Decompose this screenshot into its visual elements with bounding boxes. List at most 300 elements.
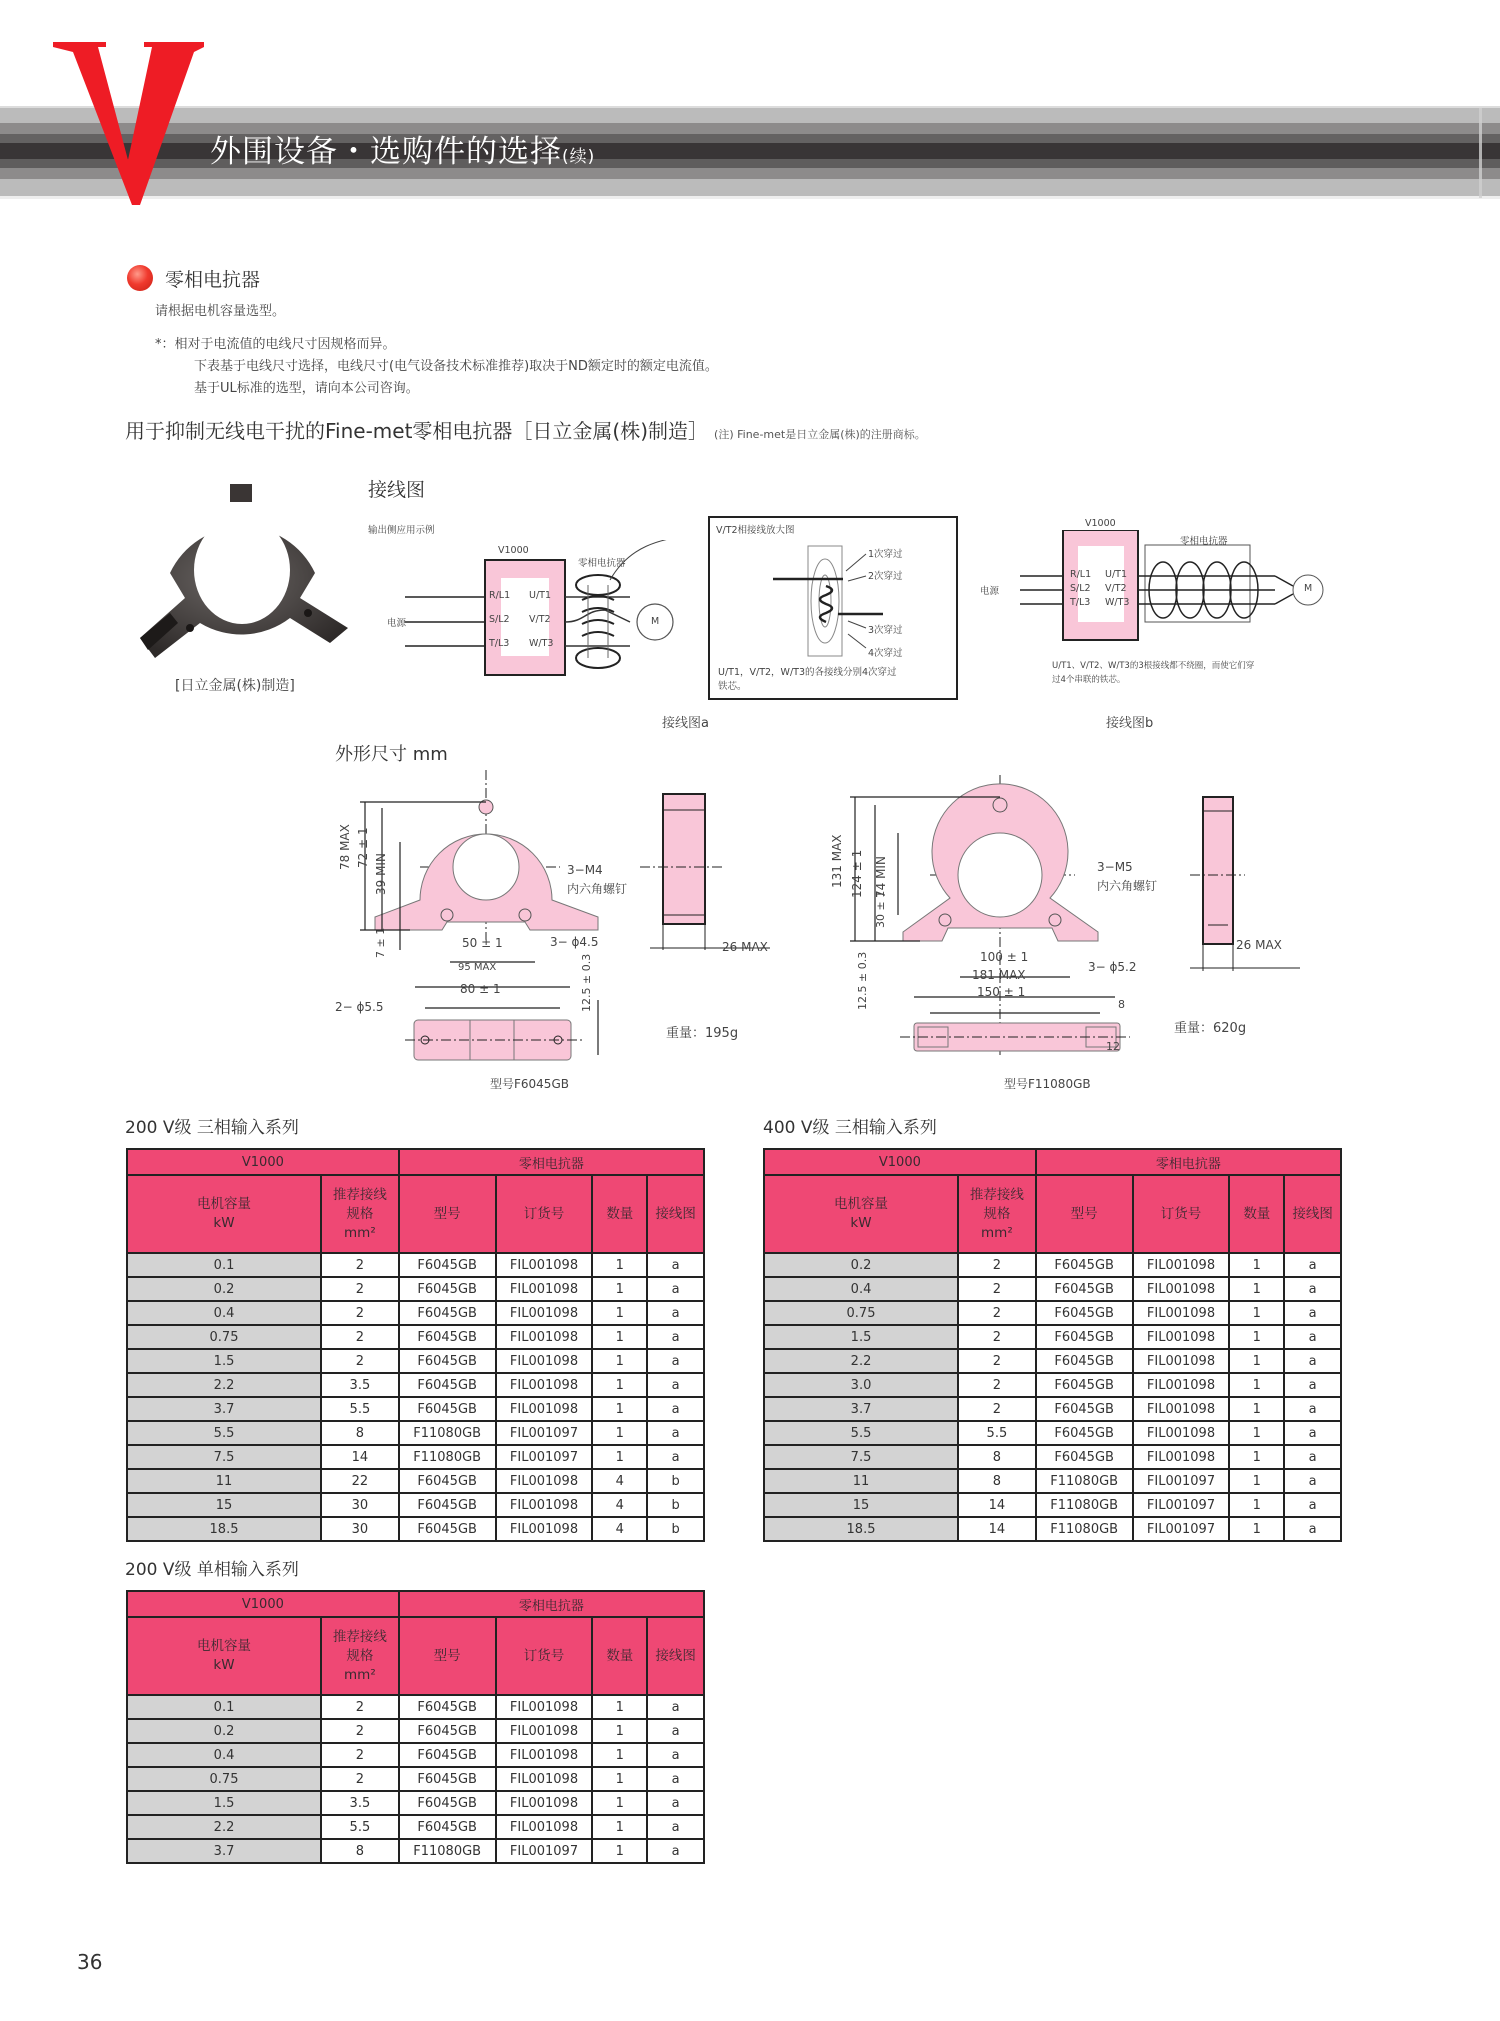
terminal-label: V/T2 (529, 614, 551, 625)
diagram-cell: a (1284, 1277, 1341, 1301)
table-row (764, 1373, 1341, 1397)
qty-cell: 1 (1229, 1469, 1284, 1493)
diagram-cell: a (1284, 1373, 1341, 1397)
dim-label: 50 ± 1 (462, 936, 503, 950)
diagram-cell: a (647, 1253, 704, 1277)
wire-size-cell: 2 (958, 1253, 1036, 1277)
table-row (764, 1397, 1341, 1421)
diagram-cell: a (1284, 1349, 1341, 1373)
pass-label: 2次穿过 (868, 571, 903, 582)
dim-label: 80 ± 1 (460, 982, 501, 996)
dim-label: 95 MAX (458, 962, 497, 973)
dim-label: 12 (1106, 1040, 1120, 1053)
dim-label: 2− ϕ5.5 (335, 1000, 384, 1014)
section-bullet-icon (127, 265, 153, 291)
spec-table-200v-3ph (126, 1148, 705, 1542)
terminal-label: U/T1 (529, 590, 552, 601)
model-cell: F6045GB (399, 1767, 496, 1791)
dim-label: 150 ± 1 (977, 985, 1026, 999)
zoom-note: 铁芯。 (718, 681, 747, 692)
header-band (0, 179, 1500, 196)
qty-cell: 1 (1229, 1277, 1284, 1301)
col-header-wire-size: 推荐接线 规格 mm² (958, 1175, 1036, 1253)
wiring-diagram-b (995, 530, 1335, 650)
table-row (127, 1791, 704, 1815)
diagram-cell: b (647, 1517, 704, 1541)
qty-cell: 1 (592, 1301, 647, 1325)
qty-cell: 1 (592, 1253, 647, 1277)
table-caption: 400 V级 三相输入系列 (763, 1118, 937, 1138)
wire-size-cell: 14 (958, 1517, 1036, 1541)
order-no-cell: FIL001098 (1133, 1397, 1230, 1421)
wire-size-cell: 22 (321, 1469, 399, 1493)
model-cell: F11080GB (1036, 1517, 1133, 1541)
qty-cell: 1 (1229, 1493, 1284, 1517)
dim-label: 100 ± 1 (980, 950, 1029, 964)
motor-capacity-cell: 0.4 (127, 1301, 321, 1325)
terminal-label: R/L1 (489, 590, 511, 601)
terminal-label: S/L2 (1070, 583, 1091, 594)
dim-label: 内六角螺钉 (1097, 879, 1158, 893)
table-row (764, 1253, 1341, 1277)
dim-label: 3−M4 (567, 863, 603, 877)
model-cell: F11080GB (1036, 1493, 1133, 1517)
order-no-cell: FIL001097 (496, 1445, 593, 1469)
qty-cell: 1 (1229, 1421, 1284, 1445)
model-cell: F6045GB (1036, 1325, 1133, 1349)
note-line: *：相对于电流值的电线尺寸因规格而异。 (155, 337, 396, 352)
table-row (127, 1743, 704, 1767)
order-no-cell: FIL001097 (496, 1421, 593, 1445)
model-cell: F11080GB (399, 1839, 496, 1863)
motor-capacity-cell: 5.5 (764, 1421, 958, 1445)
order-no-cell: FIL001098 (496, 1277, 593, 1301)
group-header-reactor: 零相电抗器 (399, 1149, 704, 1175)
wire-size-cell: 5.5 (321, 1815, 399, 1839)
wire-size-cell: 2 (321, 1767, 399, 1791)
motor-label: M (1304, 583, 1313, 594)
table-row (127, 1325, 704, 1349)
dimensions-title: 外形尺寸 mm (335, 744, 448, 765)
motor-capacity-cell: 0.4 (127, 1743, 321, 1767)
reactor-photo (130, 478, 355, 668)
note-line: 基于UL标准的选型，请向本公司咨询。 (194, 381, 419, 396)
table-row (764, 1493, 1341, 1517)
col-header-diagram: 接线图 (647, 1617, 704, 1695)
wire-size-cell: 3.5 (321, 1791, 399, 1815)
diagram-cell: a (1284, 1421, 1341, 1445)
diagram-b-inverter-label: V1000 (1085, 518, 1116, 529)
table-row (764, 1445, 1341, 1469)
table-row (127, 1253, 704, 1277)
dim-label: 12.5 ± 0.3 (856, 951, 869, 1010)
order-no-cell: FIL001098 (496, 1349, 593, 1373)
page-number: 36 (77, 1950, 103, 1974)
diagram-cell: b (647, 1493, 704, 1517)
diagram-cell: a (647, 1301, 704, 1325)
table-row (127, 1469, 704, 1493)
col-header-order-no: 订货号 (1133, 1175, 1230, 1253)
diagram-cell: a (647, 1767, 704, 1791)
diagram-b-caption: 接线图b (1106, 716, 1154, 731)
wire-size-cell: 2 (958, 1301, 1036, 1325)
group-header-v1000: V1000 (764, 1149, 1036, 1175)
dim-label: 内六角螺钉 (567, 882, 628, 896)
order-no-cell: FIL001098 (496, 1695, 593, 1719)
qty-cell: 1 (592, 1743, 647, 1767)
motor-capacity-cell: 2.2 (764, 1349, 958, 1373)
spec-table-400v-3ph (763, 1148, 1342, 1542)
qty-cell: 1 (592, 1791, 647, 1815)
diagram-cell: a (1284, 1445, 1341, 1469)
diagram-b-reactor-label: 零相电抗器 (1180, 536, 1228, 547)
wire-size-cell: 8 (321, 1421, 399, 1445)
group-header-reactor: 零相电抗器 (399, 1591, 704, 1617)
model-cell: F6045GB (399, 1373, 496, 1397)
diagram-cell: a (1284, 1301, 1341, 1325)
motor-capacity-cell: 5.5 (127, 1421, 321, 1445)
table-row (764, 1469, 1341, 1493)
diagram-cell: a (647, 1815, 704, 1839)
col-header-wire-size: 推荐接线 规格 mm² (321, 1617, 399, 1695)
model-cell: F6045GB (399, 1815, 496, 1839)
model-cell: F6045GB (1036, 1421, 1133, 1445)
motor-capacity-cell: 1.5 (127, 1349, 321, 1373)
pass-label: 1次穿过 (868, 549, 903, 560)
order-no-cell: FIL001098 (1133, 1277, 1230, 1301)
dim-label: 26 MAX (1236, 938, 1282, 952)
diagram-cell: a (647, 1421, 704, 1445)
model-cell: F6045GB (399, 1719, 496, 1743)
wiring-title: 接线图 (368, 479, 426, 501)
model-cell: F6045GB (399, 1743, 496, 1767)
diagram-a-power-label: 电源 (387, 618, 407, 629)
header-divider (1479, 108, 1482, 198)
terminal-label: R/L1 (1070, 569, 1092, 580)
model-cell: F6045GB (399, 1277, 496, 1301)
diagram-cell: a (647, 1791, 704, 1815)
order-no-cell: FIL001098 (496, 1767, 593, 1791)
motor-capacity-cell: 3.0 (764, 1373, 958, 1397)
terminal-label: T/L3 (1070, 597, 1091, 608)
dim-label: 26 MAX (722, 940, 768, 954)
chapter-v-logo (50, 40, 210, 205)
order-no-cell: FIL001098 (1133, 1325, 1230, 1349)
motor-label: M (651, 616, 660, 627)
group-header-reactor: 零相电抗器 (1036, 1149, 1341, 1175)
terminal-label: S/L2 (489, 614, 510, 625)
motor-capacity-cell: 2.2 (127, 1815, 321, 1839)
motor-capacity-cell: 11 (764, 1469, 958, 1493)
qty-cell: 1 (1229, 1517, 1284, 1541)
group-header-v1000: V1000 (127, 1591, 399, 1617)
qty-cell: 1 (592, 1397, 647, 1421)
wire-size-cell: 2 (321, 1253, 399, 1277)
col-header-order-no: 订货号 (496, 1175, 593, 1253)
order-no-cell: FIL001098 (496, 1397, 593, 1421)
table-row (764, 1325, 1341, 1349)
terminal-label: W/T3 (1105, 597, 1130, 608)
motor-capacity-cell: 0.1 (127, 1253, 321, 1277)
zoom-note: U/T1，V/T2，W/T3的各接线分别4次穿过 (718, 667, 897, 678)
diagram-b-note: U/T1、V/T2、W/T3的3根接线都不绕圈，而使它们穿 (1052, 661, 1255, 671)
model-cell: F6045GB (1036, 1253, 1133, 1277)
table-row (127, 1517, 704, 1541)
diagram-cell: a (647, 1743, 704, 1767)
group-header-v1000: V1000 (127, 1149, 399, 1175)
order-no-cell: FIL001097 (1133, 1517, 1230, 1541)
qty-cell: 1 (1229, 1397, 1284, 1421)
qty-cell: 1 (592, 1277, 647, 1301)
table-row (127, 1421, 704, 1445)
pass-label: 3次穿过 (868, 625, 903, 636)
order-no-cell: FIL001098 (496, 1791, 593, 1815)
qty-cell: 1 (1229, 1301, 1284, 1325)
diagram-cell: a (1284, 1397, 1341, 1421)
motor-capacity-cell: 18.5 (127, 1517, 321, 1541)
diagram-cell: a (647, 1839, 704, 1863)
qty-cell: 1 (592, 1421, 647, 1445)
model-cell: F11080GB (1036, 1469, 1133, 1493)
spec-table-200v-1ph (126, 1590, 705, 1864)
table-row (127, 1373, 704, 1397)
qty-cell: 1 (592, 1445, 647, 1469)
motor-capacity-cell: 0.1 (127, 1695, 321, 1719)
model-cell: F11080GB (399, 1445, 496, 1469)
motor-capacity-cell: 0.2 (127, 1277, 321, 1301)
qty-cell: 1 (592, 1815, 647, 1839)
qty-cell: 1 (1229, 1325, 1284, 1349)
col-header-wire-size: 推荐接线 规格 mm² (321, 1175, 399, 1253)
qty-cell: 1 (592, 1767, 647, 1791)
diagram-b-note: 过4个串联的铁芯。 (1052, 675, 1126, 685)
diagram-cell: a (1284, 1469, 1341, 1493)
wire-size-cell: 2 (958, 1277, 1036, 1301)
order-no-cell: FIL001097 (1133, 1493, 1230, 1517)
order-no-cell: FIL001098 (1133, 1301, 1230, 1325)
qty-cell: 1 (592, 1719, 647, 1743)
motor-capacity-cell: 0.2 (764, 1253, 958, 1277)
motor-capacity-cell: 11 (127, 1469, 321, 1493)
motor-capacity-cell: 1.5 (127, 1791, 321, 1815)
diagram-cell: a (647, 1373, 704, 1397)
dim-label: 3− ϕ5.2 (1088, 960, 1137, 974)
terminal-label: U/T1 (1105, 569, 1128, 580)
dim-label: 124 ± 1 (850, 849, 864, 898)
model-cell: F6045GB (1036, 1349, 1133, 1373)
subheading-text: 用于抑制无线电干扰的Fine-met零相电抗器［日立金属(株)制造］ (125, 419, 709, 443)
table-row (764, 1421, 1341, 1445)
order-no-cell: FIL001097 (496, 1839, 593, 1863)
table-row (127, 1695, 704, 1719)
diagram-a-inverter-label: V1000 (498, 545, 529, 556)
terminal-label: W/T3 (529, 638, 554, 649)
qty-cell: 4 (592, 1517, 647, 1541)
col-header-model: 型号 (399, 1617, 496, 1695)
order-no-cell: FIL001098 (496, 1373, 593, 1397)
header-band (0, 108, 1500, 123)
motor-capacity-cell: 0.75 (127, 1325, 321, 1349)
motor-capacity-cell: 2.2 (127, 1373, 321, 1397)
order-no-cell: FIL001098 (496, 1301, 593, 1325)
note-line: 下表基于电线尺寸选择，电线尺寸(电气设备技术标准推荐)取决于ND额定时的额定电流值。 (194, 359, 718, 374)
table-row (127, 1767, 704, 1791)
dim-label: 8 (1118, 998, 1125, 1011)
intro-text: 请根据电机容量选型。 (155, 304, 286, 319)
wire-size-cell: 30 (321, 1493, 399, 1517)
table-row (127, 1719, 704, 1743)
wiring-diagram-a (360, 540, 690, 690)
motor-capacity-cell: 0.2 (127, 1719, 321, 1743)
diagram-cell: a (647, 1325, 704, 1349)
col-header-motor-capacity: 电机容量 kW (127, 1175, 321, 1253)
col-header-motor-capacity: 电机容量 kW (127, 1617, 321, 1695)
order-no-cell: FIL001098 (496, 1815, 593, 1839)
diagram-cell: a (647, 1695, 704, 1719)
table-row (127, 1815, 704, 1839)
table-row (127, 1277, 704, 1301)
order-no-cell: FIL001098 (496, 1325, 593, 1349)
col-header-qty: 数量 (1229, 1175, 1284, 1253)
order-no-cell: FIL001098 (1133, 1373, 1230, 1397)
dim-label: 3−M5 (1097, 860, 1133, 874)
qty-cell: 1 (1229, 1349, 1284, 1373)
weight-label: 重量：620g (1174, 1021, 1247, 1036)
wire-size-cell: 2 (321, 1743, 399, 1767)
model-caption: 型号F6045GB (490, 1077, 569, 1091)
table-caption: 200 V级 三相输入系列 (125, 1118, 299, 1138)
wire-size-cell: 14 (321, 1445, 399, 1469)
model-cell: F6045GB (399, 1349, 496, 1373)
dim-label: 3− ϕ4.5 (550, 935, 599, 949)
motor-capacity-cell: 7.5 (127, 1445, 321, 1469)
dim-label: 74 MIN (874, 856, 888, 898)
model-cell: F6045GB (399, 1695, 496, 1719)
motor-capacity-cell: 18.5 (764, 1517, 958, 1541)
diagram-cell: a (647, 1397, 704, 1421)
dim-label: 7 ± 1 (374, 927, 387, 958)
order-no-cell: FIL001098 (496, 1517, 593, 1541)
qty-cell: 1 (592, 1325, 647, 1349)
model-cell: F6045GB (1036, 1373, 1133, 1397)
model-cell: F6045GB (1036, 1445, 1133, 1469)
wire-size-cell: 2 (321, 1695, 399, 1719)
diagram-cell: a (647, 1445, 704, 1469)
wire-size-cell: 2 (958, 1349, 1036, 1373)
dim-label: 131 MAX (830, 834, 844, 888)
diagram-cell: a (1284, 1493, 1341, 1517)
trademark-note: (注) Fine-met是日立金属(株)的注册商标。 (714, 428, 926, 441)
motor-capacity-cell: 0.75 (764, 1301, 958, 1325)
wire-size-cell: 2 (321, 1277, 399, 1301)
model-cell: F11080GB (399, 1421, 496, 1445)
table-row (764, 1517, 1341, 1541)
diagram-b-power-label: 电源 (980, 586, 1000, 597)
diagram-cell: a (647, 1277, 704, 1301)
terminal-label: T/L3 (489, 638, 510, 649)
qty-cell: 1 (1229, 1445, 1284, 1469)
table-caption: 200 V级 单相输入系列 (125, 1560, 299, 1580)
order-no-cell: FIL001097 (1133, 1469, 1230, 1493)
order-no-cell: FIL001098 (496, 1469, 593, 1493)
header-band (0, 196, 1500, 199)
model-cell: F6045GB (1036, 1277, 1133, 1301)
table-row (764, 1301, 1341, 1325)
order-no-cell: FIL001098 (496, 1719, 593, 1743)
qty-cell: 1 (592, 1373, 647, 1397)
dim-label: 181 MAX (972, 968, 1026, 982)
qty-cell: 1 (592, 1839, 647, 1863)
dim-label: 78 MAX (338, 824, 352, 870)
motor-capacity-cell: 3.7 (764, 1397, 958, 1421)
page-header-title (210, 126, 595, 171)
table-row (127, 1397, 704, 1421)
qty-cell: 1 (592, 1349, 647, 1373)
wire-size-cell: 2 (321, 1325, 399, 1349)
model-cell: F6045GB (399, 1397, 496, 1421)
col-header-diagram: 接线图 (1284, 1175, 1341, 1253)
qty-cell: 1 (1229, 1373, 1284, 1397)
qty-cell: 4 (592, 1493, 647, 1517)
col-header-order-no: 订货号 (496, 1617, 593, 1695)
col-header-motor-capacity: 电机容量 kW (764, 1175, 958, 1253)
wire-size-cell: 2 (958, 1397, 1036, 1421)
model-cell: F6045GB (399, 1469, 496, 1493)
dim-label: 39 MIN (374, 853, 388, 895)
table-row (127, 1493, 704, 1517)
motor-capacity-cell: 15 (127, 1493, 321, 1517)
table-row (127, 1349, 704, 1373)
col-header-diagram: 接线图 (647, 1175, 704, 1253)
header-title-text: 外围设备・选购件的选择 (210, 134, 562, 170)
table-row (764, 1349, 1341, 1373)
terminal-label: V/T2 (1105, 583, 1127, 594)
motor-capacity-cell: 15 (764, 1493, 958, 1517)
model-cell: F6045GB (399, 1791, 496, 1815)
weight-label: 重量：195g (666, 1026, 739, 1041)
motor-capacity-cell: 3.7 (127, 1397, 321, 1421)
section-title: 零相电抗器 (165, 269, 261, 291)
wire-size-cell: 5.5 (958, 1421, 1036, 1445)
qty-cell: 1 (1229, 1253, 1284, 1277)
model-cell: F6045GB (1036, 1397, 1133, 1421)
pass-label: 4次穿过 (868, 648, 903, 659)
diagram-cell: a (1284, 1325, 1341, 1349)
col-header-qty: 数量 (592, 1175, 647, 1253)
order-no-cell: FIL001098 (496, 1493, 593, 1517)
motor-capacity-cell: 7.5 (764, 1445, 958, 1469)
wire-size-cell: 30 (321, 1517, 399, 1541)
col-header-qty: 数量 (592, 1617, 647, 1695)
dim-label: 12.5 ± 0.3 (580, 953, 593, 1012)
output-example-label: 输出侧应用示例 (368, 525, 435, 536)
order-no-cell: FIL001098 (1133, 1421, 1230, 1445)
wire-size-cell: 8 (958, 1469, 1036, 1493)
order-no-cell: FIL001098 (496, 1253, 593, 1277)
diagram-cell: b (647, 1469, 704, 1493)
dim-label: 30 ± 1 (874, 890, 887, 928)
wire-size-cell: 14 (958, 1493, 1036, 1517)
product-subheading (125, 415, 926, 444)
dim-label: 72 ± 1 (356, 827, 370, 868)
col-header-model: 型号 (1036, 1175, 1133, 1253)
diagram-cell: a (647, 1349, 704, 1373)
motor-capacity-cell: 1.5 (764, 1325, 958, 1349)
model-caption: 型号F11080GB (1004, 1077, 1091, 1091)
wire-size-cell: 8 (958, 1445, 1036, 1469)
motor-capacity-cell: 0.75 (127, 1767, 321, 1791)
wire-size-cell: 2 (958, 1373, 1036, 1397)
